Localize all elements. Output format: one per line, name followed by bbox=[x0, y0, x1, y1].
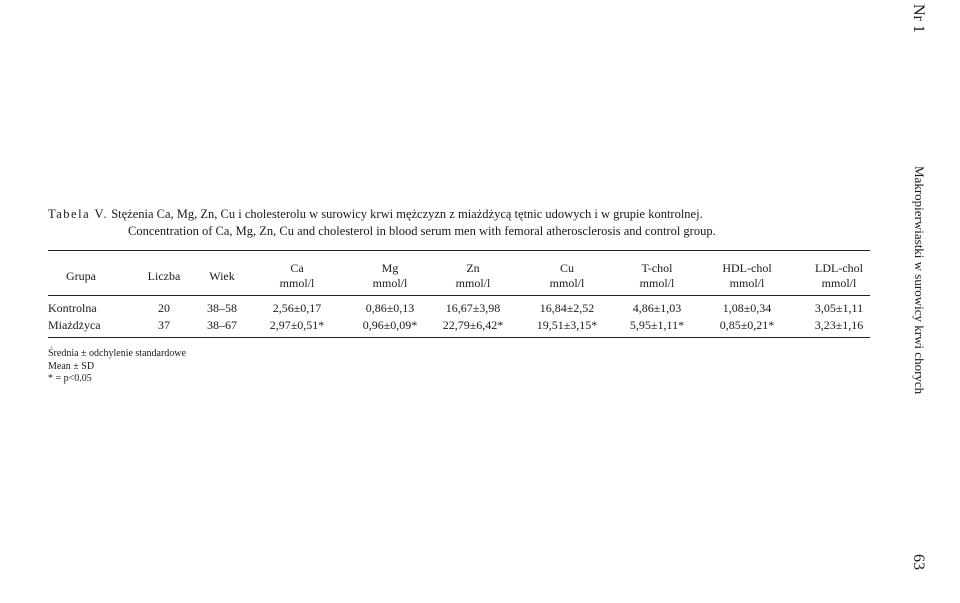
column-header bbox=[707, 261, 787, 291]
row-label: Miażdżyca bbox=[48, 318, 101, 332]
table-header-rule bbox=[48, 295, 870, 296]
table-cell: 38–67 bbox=[207, 318, 237, 332]
column-header-name: Zn bbox=[466, 261, 480, 275]
column-header-name: HDL-chol bbox=[722, 261, 772, 275]
issue-number: Nr 1 bbox=[910, 4, 927, 33]
column-header bbox=[433, 261, 513, 291]
column-header bbox=[799, 261, 879, 291]
column-header-name: LDL-chol bbox=[815, 261, 863, 275]
column-header bbox=[257, 261, 337, 291]
caption-english: Concentration of Ca, Mg, Zn, Cu and cholesterol in blood serum men with femoral atherosclerosis and control group. bbox=[128, 224, 716, 238]
column-header bbox=[617, 261, 697, 291]
note-line: Średnia ± odchylenie standardowe bbox=[48, 348, 186, 359]
table-cell: 5,95±1,11* bbox=[629, 318, 685, 332]
column-header-unit: mmol/l bbox=[549, 276, 585, 290]
table-cell: 22,79±6,42* bbox=[442, 318, 504, 332]
table-cell: 37 bbox=[158, 318, 170, 332]
row-label: Kontrolna bbox=[48, 301, 97, 315]
table-cell: 4,86±1,03 bbox=[632, 301, 682, 315]
table-cell: 16,84±2,52 bbox=[539, 301, 595, 315]
column-header-unit: mmol/l bbox=[372, 276, 408, 290]
note-line: Mean ± SD bbox=[48, 360, 95, 372]
table-top-rule bbox=[48, 250, 870, 251]
column-header-name: Wiek bbox=[209, 269, 235, 283]
column-header-unit: mmol/l bbox=[821, 276, 857, 290]
column-header-unit: mmol/l bbox=[639, 276, 675, 290]
column-header-name: Liczba bbox=[147, 269, 181, 283]
table-notes bbox=[48, 348, 186, 386]
table-bottom-rule bbox=[48, 337, 870, 338]
table-cell: 0,96±0,09* bbox=[362, 318, 418, 332]
column-header-name: Ca bbox=[290, 261, 304, 275]
column-header bbox=[182, 269, 262, 284]
caption-polish-line bbox=[48, 206, 716, 223]
table-caption bbox=[48, 206, 716, 240]
column-header bbox=[527, 261, 607, 291]
column-header-unit: mmol/l bbox=[279, 276, 315, 290]
table-cell: 3,05±1,11 bbox=[814, 301, 864, 315]
table-cell: 1,08±0,34 bbox=[722, 301, 772, 315]
page-number: 63 bbox=[910, 554, 927, 570]
table-cell: 3,23±1,16 bbox=[814, 318, 864, 332]
table-cell: 0,86±0,13 bbox=[365, 301, 415, 315]
table-cell: 20 bbox=[158, 301, 170, 315]
table-cell: 19,51±3,15* bbox=[536, 318, 598, 332]
running-title: Makropierwiastki w surowicy krwi chorych bbox=[912, 166, 927, 395]
column-header-name: T-chol bbox=[641, 261, 673, 275]
table-cell: 2,56±0,17 bbox=[272, 301, 322, 315]
column-header bbox=[41, 269, 121, 284]
table-cell: 16,67±3,98 bbox=[445, 301, 501, 315]
column-header-name: Grupa bbox=[66, 269, 96, 283]
column-header-unit: mmol/l bbox=[455, 276, 491, 290]
table-cell: 0,85±0,21* bbox=[719, 318, 775, 332]
note-line: * = p<0.05 bbox=[48, 373, 92, 384]
column-header-name: Cu bbox=[559, 261, 574, 275]
table-cell: 2,97±0,51* bbox=[269, 318, 325, 332]
table-cell: 38–58 bbox=[207, 301, 237, 315]
caption-polish: Stężenia Ca, Mg, Zn, Cu i cholesterolu w surowicy krwi mężczyzn z miażdżycą tętnic udowych i w grupie kontrolnej. bbox=[111, 207, 703, 221]
caption-label: Tabela V. bbox=[48, 207, 109, 221]
column-header-unit: mmol/l bbox=[729, 276, 765, 290]
column-header bbox=[350, 261, 430, 291]
column-header-name: Mg bbox=[381, 261, 399, 275]
